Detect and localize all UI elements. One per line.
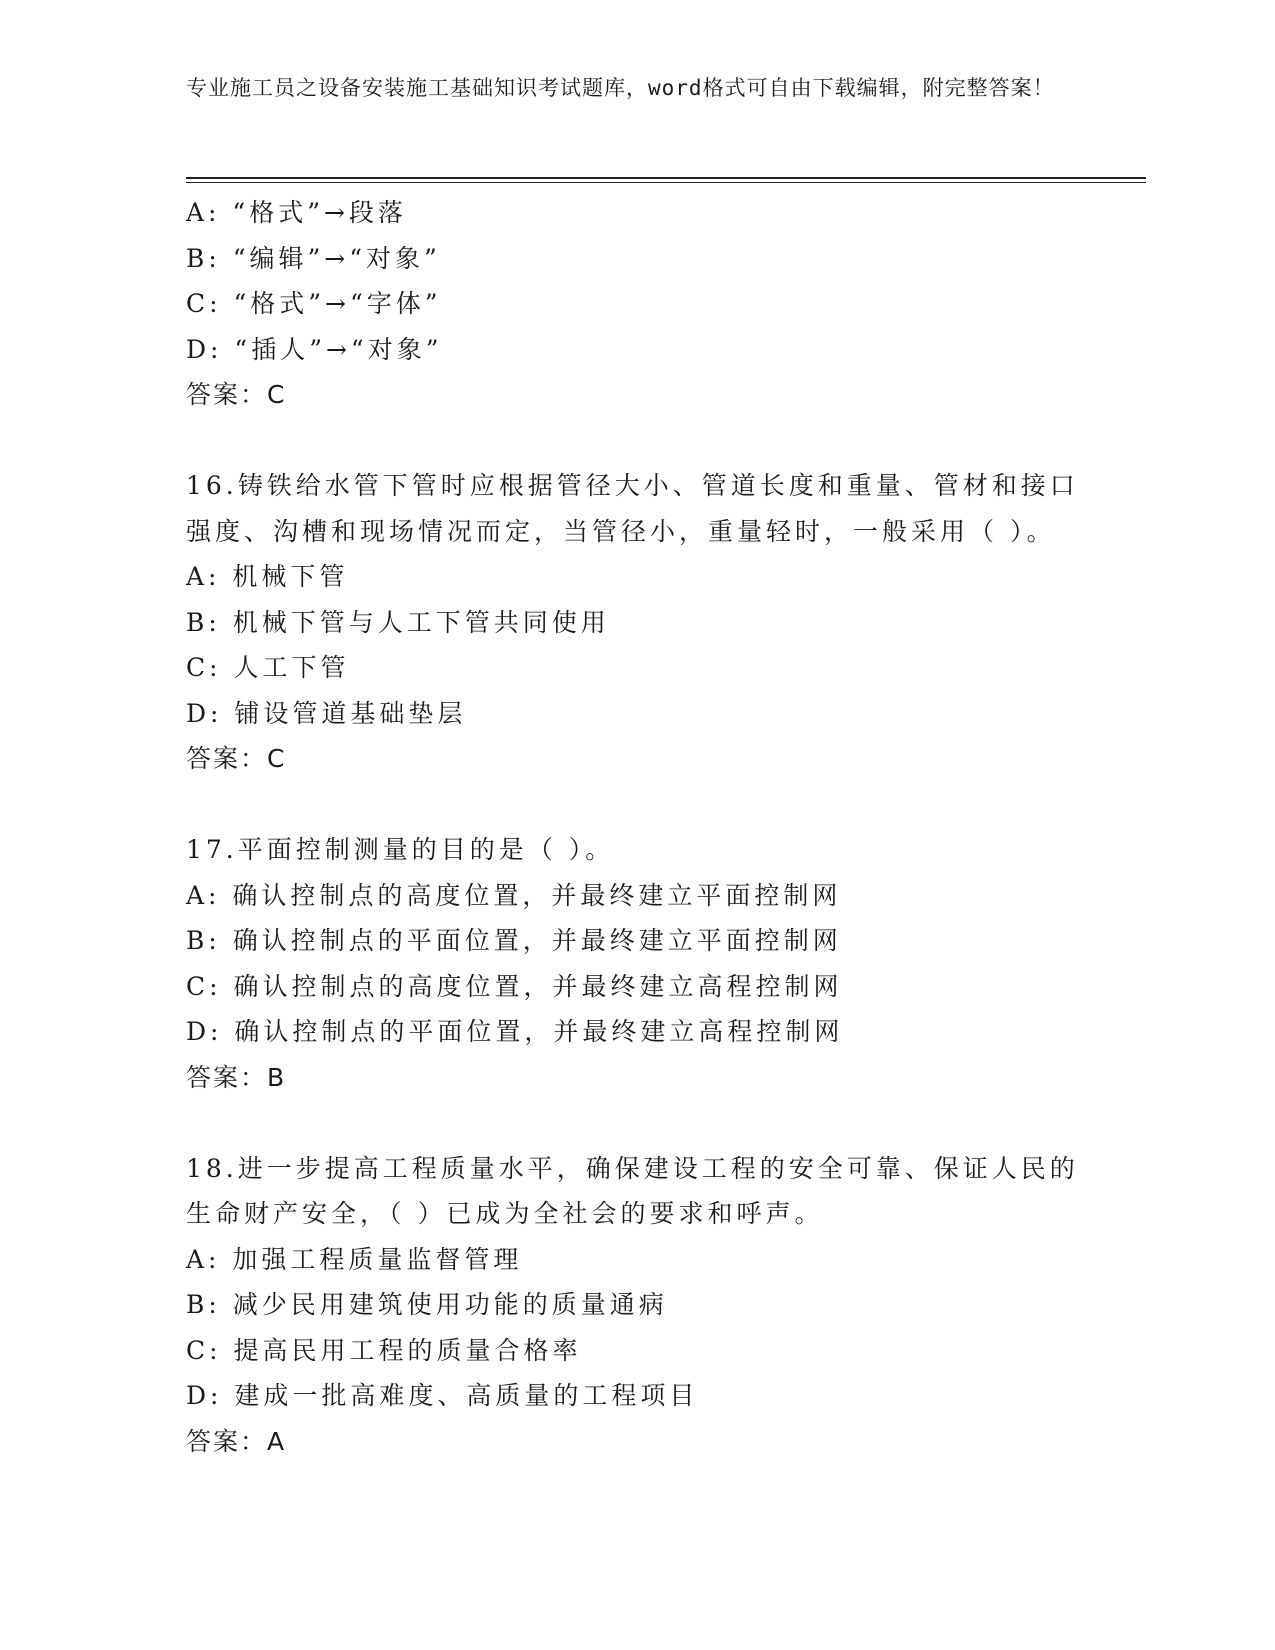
- answer: 答案：A: [186, 1426, 287, 1456]
- option-b: B: 减少民用建筑使用功能的质量通病: [186, 1290, 668, 1319]
- option-a: A: 确认控制点的高度位置，并最终建立平面控制网: [186, 880, 842, 910]
- question-stem: 16.铸铁给水管下管时应根据管径大小、管道长度和重量、管材和接口强度、沟槽和现场情况而定，当管径小，重量轻时，一般采用（ ）。: [186, 471, 1079, 546]
- option-d: D: 建成一批高难度、高质量的工程项目: [186, 1381, 699, 1410]
- question-block: [186, 1146, 1106, 1465]
- answer: 答案：B: [186, 1062, 287, 1092]
- option-b: B: 确认控制点的平面位置，并最终建立平面控制网: [186, 926, 842, 955]
- question-list: [186, 190, 1106, 1464]
- option-a: A: “格式”→段落: [186, 198, 407, 227]
- option-a: A: 加强工程质量监督管理: [186, 1244, 523, 1274]
- question-stem: 17.平面控制测量的目的是（ ）。: [186, 835, 615, 864]
- header-divider-thin: [186, 182, 1146, 183]
- option-c: C: “格式”→“字体”: [186, 289, 442, 318]
- document-header: 专业施工员之设备安装施工基础知识考试题库，word格式可自由下载编辑，附完整答案！: [186, 76, 1055, 100]
- option-c: C: 确认控制点的高度位置，并最终建立高程控制网: [186, 971, 843, 1001]
- answer: 答案：C: [186, 744, 287, 773]
- header-divider: [186, 177, 1146, 179]
- option-c: C: 提高民用工程的质量合格率: [186, 1335, 582, 1365]
- option-a: A: 机械下管: [186, 562, 349, 591]
- answer: 答案：C: [186, 380, 287, 409]
- option-d: D: 确认控制点的平面位置，并最终建立高程控制网: [186, 1017, 844, 1046]
- question-block: [186, 190, 1106, 418]
- question-block: [186, 463, 1106, 782]
- option-b: B: 机械下管与人工下管共同使用: [186, 607, 610, 637]
- option-d: D: “插人”→“对象”: [186, 334, 443, 364]
- question-stem: 18.进一步提高工程质量水平，确保建设工程的安全可靠、保证人民的生命财产安全，（ ）已成为全社会的要求和呼声。: [186, 1153, 1079, 1228]
- question-block: [186, 827, 1106, 1100]
- option-d: D: 铺设管道基础垫层: [186, 698, 467, 728]
- option-b: B: “编辑”→“对象”: [186, 243, 441, 273]
- option-c: C: 人工下管: [186, 653, 350, 682]
